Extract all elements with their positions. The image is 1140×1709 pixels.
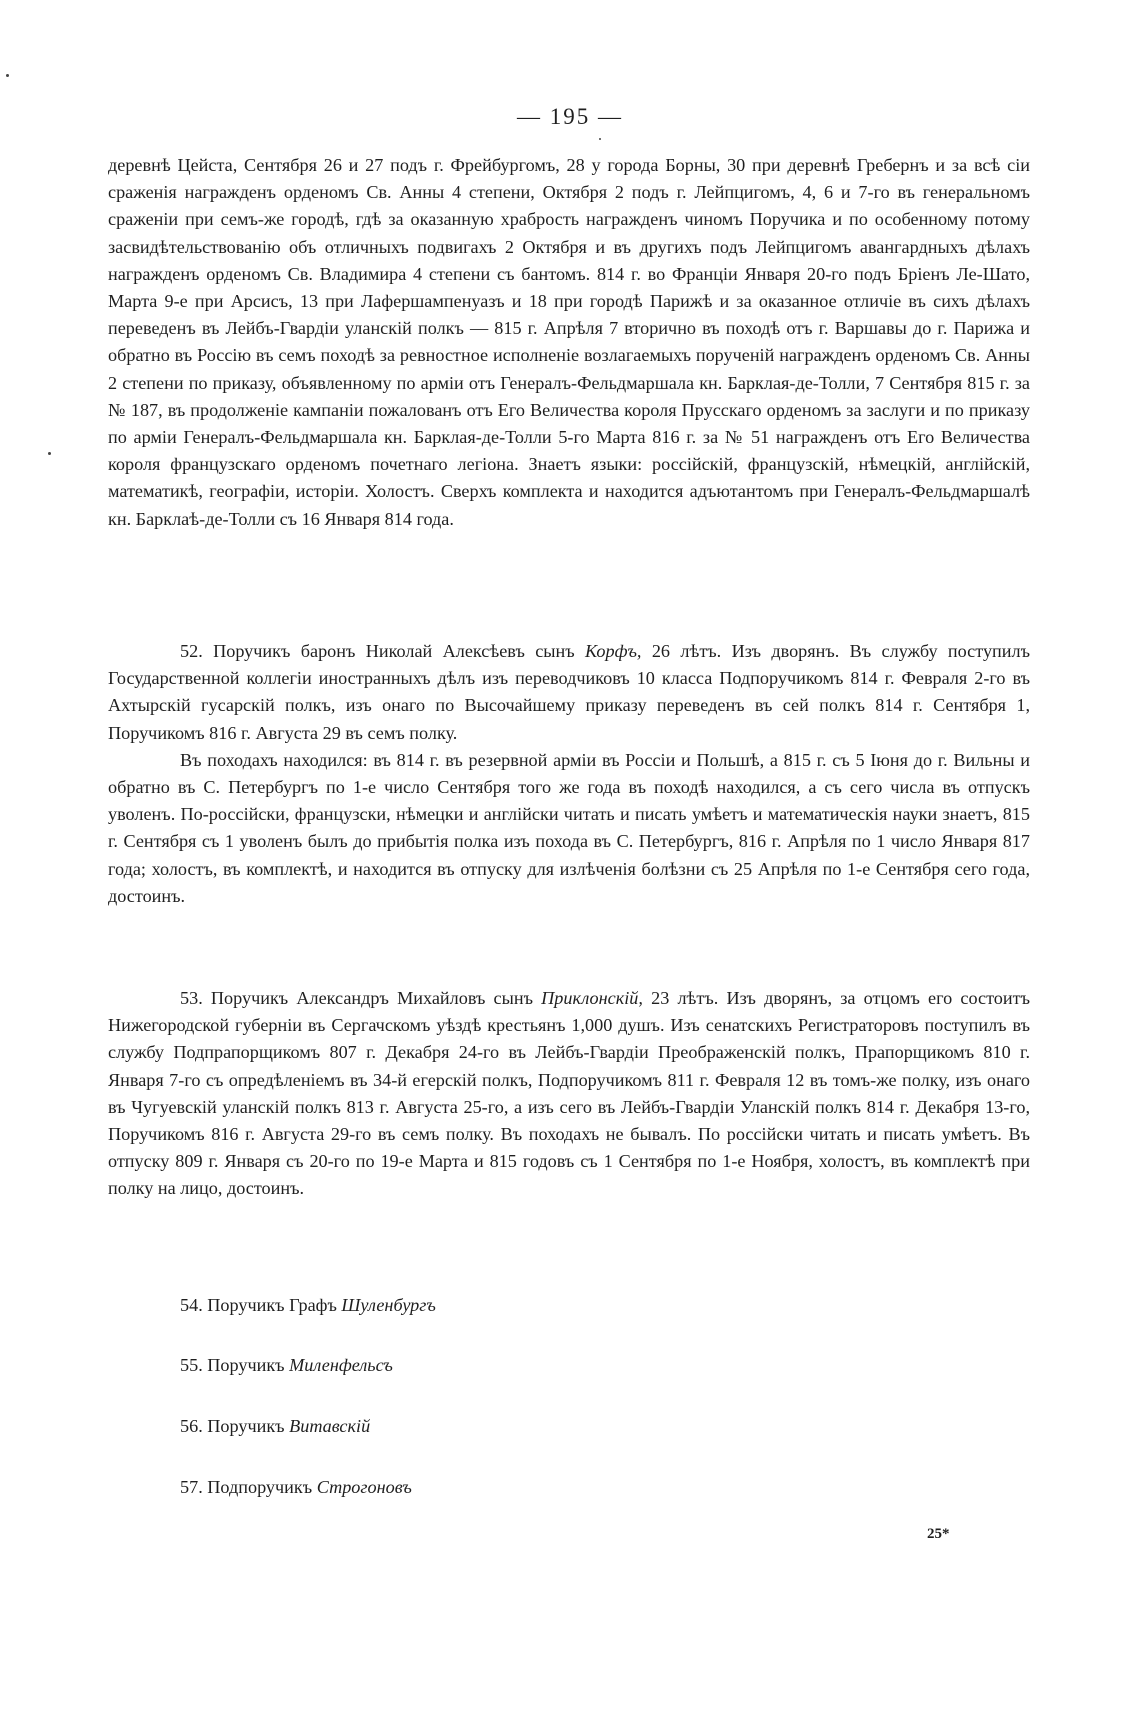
- entry-55-surname: Миленфельсъ: [289, 1355, 393, 1375]
- signature-mark: 25*: [927, 1526, 950, 1542]
- entry-56-prefix: 56. Поручикъ: [180, 1416, 290, 1436]
- entry-53: [108, 985, 1030, 1203]
- entry-52-main: [108, 638, 1030, 747]
- entry-52: [108, 638, 1030, 910]
- entry-55: [180, 1352, 393, 1379]
- entry-53-rest: 23 лѣтъ. Изъ дворянъ, за отцомъ его состоитъ Нижегородской губерніи въ Сергачскомъ уѣздѣ крестьянъ 1,000 душъ. Изъ сенатскихъ Регистраторовъ поступилъ въ службу Подпрапорщикомъ 807 г. Декабря 24-го въ Лейбъ-Гвардіи Преображенскій полкъ, Прапорщикомъ 810 г. Января 7-го съ опредѣленіемъ въ 34-й егерскій полкъ, Подпоручикомъ 811 г. Февраля 12 въ томъ-же полку, изъ онаго въ Чугуевскій уланскій полкъ 813 г. Августа 25-го, а изъ сего въ Лейбъ-Гвардіи Уланскій полкъ 814 г. Декабря 13-го, Поручикомъ 816 г. Августа 29-го въ семъ полку. Въ походахъ не бывалъ. По россійски читать и писать умѣетъ. Въ отпуску 809 г. Января съ 20-го по 19-е Марта и 815 годовъ съ 1 Сентября по 1-е Ноября, холостъ, въ комплектѣ при полку на лицо, достоинъ.: [108, 988, 1030, 1199]
- entry-53-prefix: 53. Поручикъ Александръ Михайловъ сынъ: [180, 988, 542, 1008]
- entry-57-surname: Строгоновъ: [316, 1477, 412, 1497]
- entry-53-main: [108, 985, 1030, 1203]
- entry-57: [180, 1474, 412, 1501]
- entry-52-prefix: 52. Поручикъ баронъ Николай Алексѣевъ сынъ: [180, 641, 585, 661]
- entry-56-surname: Витавскій: [289, 1416, 371, 1436]
- entry-52-rest: 26 лѣтъ. Изъ дворянъ. Въ службу поступилъ Государственной коллегіи иностранныхъ дѣлъ изъ переводчиковъ 10 класса Подпоручикомъ 814 г. Февраля 2-го въ Ахтырскій гусарскій полкъ, изъ онаго по Высочайшему приказу переведенъ въ сей полкъ 814 г. Сентября 1, Поручикомъ 816 г. Августа 29 въ семъ полку.: [108, 641, 1030, 743]
- paper-speck: [6, 74, 9, 77]
- entry-54-surname: Шуленбургъ: [341, 1295, 436, 1315]
- entry-53-surname: Приклонскій,: [541, 988, 643, 1008]
- entry-54-prefix: 54. Поручикъ Графъ: [180, 1295, 342, 1315]
- entry-57-prefix: 57. Подпоручикъ: [180, 1477, 317, 1497]
- entry-55-prefix: 55. Поручикъ: [180, 1355, 290, 1375]
- paper-speck: [48, 452, 51, 455]
- entry-52-second: Въ походахъ находился: въ 814 г. въ резервной арміи въ Россіи и Польшѣ, а 815 г. съ 5 Іюня до г. Вильны и обратно въ С. Петербургъ по 1-е число Сентября того же года въ походѣ находился, а съ сего числа въ отпускъ уволенъ. По-россійски, французски, нѣмецки и англійски читать и писать умѣетъ и математическія науки знаетъ, 815 г. Сентября съ 1 уволенъ былъ до прибытія полка изъ похода въ С. Петербургъ, 816 г. Апрѣля по 1 число Января 817 года; холостъ, въ комплектѣ, и находится въ отпуску для излѣченія болѣзни съ 25 Апрѣля по 1-е Сентября сего года, достоинъ.: [108, 749, 1030, 906]
- continuation-text: деревнѣ Цейста, Сентября 26 и 27 подъ г. Фрейбургомъ, 28 у города Борны, 30 при деревнѣ Гребернъ и за всѣ сіи сраженія награжденъ орденомъ Св. Анны 4 степени, Октября 2 подъ г. Лейпцигомъ, 4, 6 и 7-го въ генеральномъ сраженіи при семъ-же городѣ, гдѣ за оказанную храбрость награжденъ чиномъ Поручика и по особенному потому засвидѣтельствованію объ отличныхъ подвигахъ 2 Октября и въ другихъ подъ Лейпцигомъ авангардныхъ дѣлахъ награжденъ орденомъ Св. Владимира 4 степени съ бантомъ. 814 г. во Франціи Января 20-го подъ Бріенъ Ле-Шато, Марта 9-е при Арсисъ, 13 при Лафершампенуазъ и 18 при городѣ Парижѣ и за оказанное отличіе въ сихъ дѣлахъ переведенъ въ Лейбъ-Гвардіи уланскій полкъ — 815 г. Апрѣля 7 вторично въ походѣ отъ г. Варшавы до г. Парижа и обратно въ Россію въ семъ походѣ за ревностное исполненіе возлагаемыхъ порученій награжденъ орденомъ Св. Анны 2 степени по приказу, объявленному по арміи отъ Генералъ-Фельдмаршала кн. Барклая-де-Толли, 7 Сентября 815 г. за № 187, въ продолженіе кампаніи пожалованъ отъ Его Величества короля Прусскаго орденомъ за заслуги и по приказу по арміи Генералъ-Фельдмаршала кн. Барклая-де-Толли 5-го Марта 816 г. за № 51 награжденъ отъ Его Величества короля французскаго орденомъ почетнаго легіона. Знаетъ языки: россійскій, французскій, нѣмецкій, англійскій, математикѣ, географіи, исторіи. Холостъ. Сверхъ комплекта и находится адъютантомъ при Генералъ-Фельдмаршалѣ кн. Барклаѣ-де-Толли съ 16 Января 814 года.: [108, 155, 1030, 529]
- continuation-paragraph: [108, 152, 1030, 533]
- entry-56: [180, 1413, 370, 1440]
- paper-speck: [599, 138, 601, 140]
- page-number: — 195 —: [517, 104, 623, 129]
- entry-54: [180, 1292, 436, 1319]
- entry-52-surname: Корфъ,: [585, 641, 642, 661]
